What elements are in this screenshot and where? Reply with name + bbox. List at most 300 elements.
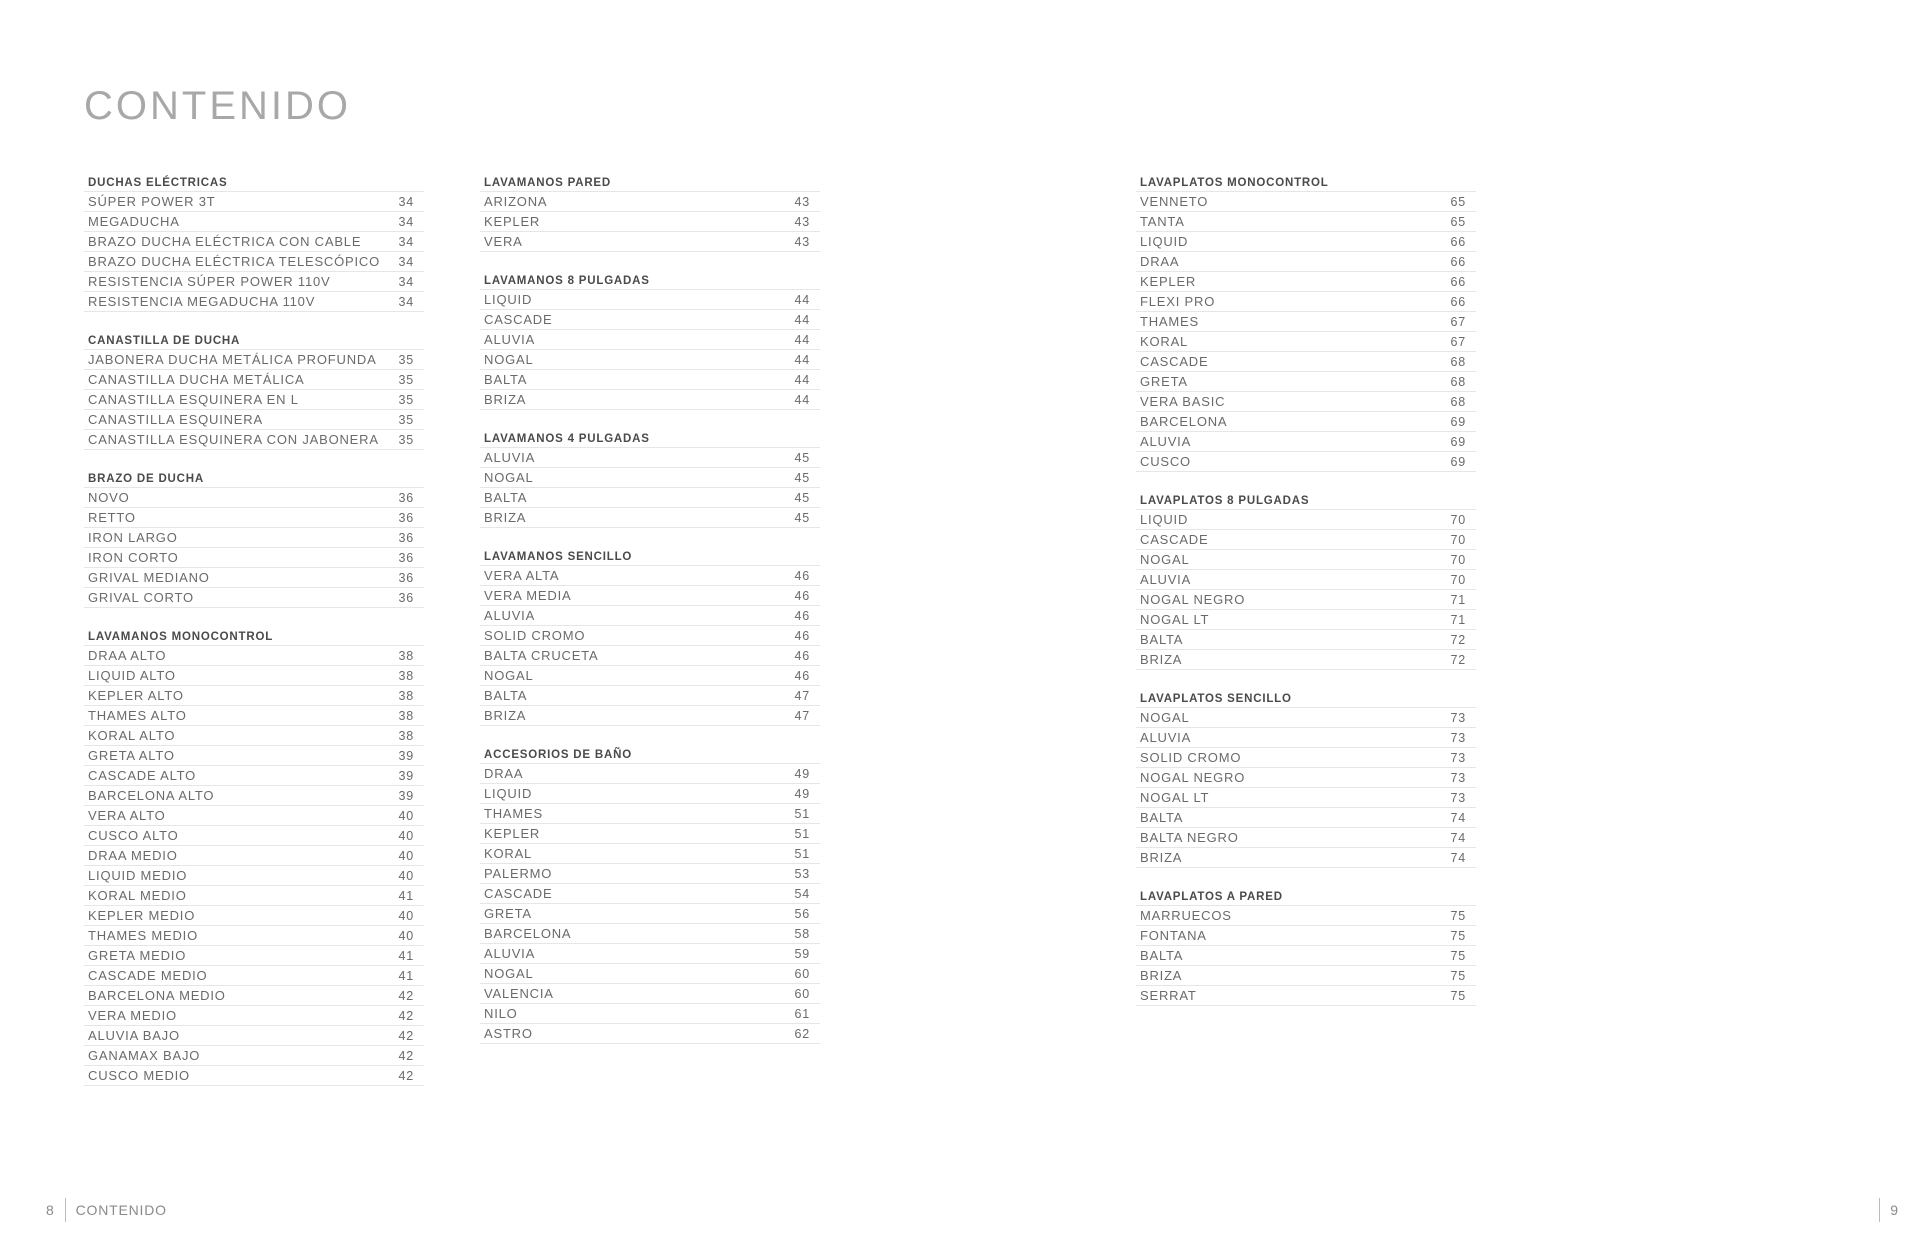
entry-page-number: 75 bbox=[1450, 948, 1466, 963]
entry-page-number: 36 bbox=[398, 510, 414, 525]
entry-page-number: 62 bbox=[794, 1026, 810, 1041]
toc-entry[interactable] bbox=[1136, 610, 1476, 630]
section-title: LAVAMANOS PARED bbox=[480, 174, 820, 192]
entry-name: LIQUID MEDIO bbox=[88, 868, 188, 883]
entry-name: SOLID CROMO bbox=[1140, 750, 1242, 765]
toc-entry[interactable] bbox=[480, 468, 820, 488]
entry-name: IRON CORTO bbox=[88, 550, 179, 565]
toc-entry[interactable] bbox=[480, 488, 820, 508]
entry-page-number: 42 bbox=[398, 1008, 414, 1023]
entry-page-number: 38 bbox=[398, 688, 414, 703]
toc-entry[interactable] bbox=[84, 926, 424, 946]
toc-entry[interactable] bbox=[1136, 768, 1476, 788]
entry-name: ARIZONA bbox=[484, 194, 548, 209]
entry-name: RESISTENCIA SÚPER POWER 110V bbox=[88, 274, 331, 289]
entry-name: CANASTILLA DUCHA METÁLICA bbox=[88, 372, 305, 387]
entry-name: LIQUID ALTO bbox=[88, 668, 176, 683]
toc-entry[interactable] bbox=[84, 232, 424, 252]
entry-page-number: 46 bbox=[794, 668, 810, 683]
toc-entry[interactable] bbox=[480, 884, 820, 904]
entry-name: BRIZA bbox=[484, 392, 527, 407]
toc-entry[interactable] bbox=[480, 864, 820, 884]
entry-page-number: 40 bbox=[398, 928, 414, 943]
toc-entry[interactable] bbox=[1136, 272, 1476, 292]
entry-page-number: 38 bbox=[398, 708, 414, 723]
entry-page-number: 40 bbox=[398, 868, 414, 883]
entry-page-number: 44 bbox=[794, 352, 810, 367]
entry-page-number: 49 bbox=[794, 766, 810, 781]
footer-divider bbox=[65, 1198, 66, 1222]
entry-name: VALENCIA bbox=[484, 986, 554, 1001]
entry-page-number: 42 bbox=[398, 1048, 414, 1063]
entry-page-number: 34 bbox=[398, 194, 414, 209]
toc-entry[interactable] bbox=[84, 786, 424, 806]
entry-name: BRIZA bbox=[484, 708, 527, 723]
entry-page-number: 70 bbox=[1450, 552, 1466, 567]
entry-page-number: 47 bbox=[794, 688, 810, 703]
section-title: LAVAMANOS 8 PULGADAS bbox=[480, 272, 820, 290]
entry-name: GRIVAL CORTO bbox=[88, 590, 194, 605]
entry-page-number: 75 bbox=[1450, 988, 1466, 1003]
toc-entry[interactable] bbox=[84, 906, 424, 926]
entry-page-number: 49 bbox=[794, 786, 810, 801]
entry-name: MARRUECOS bbox=[1140, 908, 1232, 923]
toc-entry[interactable] bbox=[84, 508, 424, 528]
entry-page-number: 41 bbox=[398, 888, 414, 903]
entry-page-number: 71 bbox=[1450, 612, 1466, 627]
toc-entry[interactable] bbox=[480, 606, 820, 626]
entry-name: FONTANA bbox=[1140, 928, 1207, 943]
toc-entry[interactable] bbox=[1136, 570, 1476, 590]
entry-page-number: 36 bbox=[398, 490, 414, 505]
toc-section bbox=[1136, 174, 1476, 472]
toc-entry[interactable] bbox=[480, 784, 820, 804]
toc-entry[interactable] bbox=[480, 646, 820, 666]
entry-name: BARCELONA bbox=[1140, 414, 1228, 429]
toc-section bbox=[84, 628, 424, 1086]
entry-page-number: 51 bbox=[794, 826, 810, 841]
entry-page-number: 39 bbox=[398, 748, 414, 763]
entry-name: KORAL MEDIO bbox=[88, 888, 187, 903]
entry-name: BALTA NEGRO bbox=[1140, 830, 1239, 845]
entry-name: IRON LARGO bbox=[88, 530, 178, 545]
toc-entry[interactable] bbox=[84, 666, 424, 686]
entry-page-number: 38 bbox=[398, 648, 414, 663]
toc-section bbox=[480, 174, 820, 252]
entry-page-number: 34 bbox=[398, 214, 414, 229]
entry-page-number: 34 bbox=[398, 294, 414, 309]
toc-entry[interactable] bbox=[1136, 352, 1476, 372]
footer-divider bbox=[1879, 1198, 1880, 1222]
toc-section bbox=[1136, 492, 1476, 670]
toc-entry[interactable] bbox=[1136, 312, 1476, 332]
entry-page-number: 70 bbox=[1450, 572, 1466, 587]
entry-name: ALUVIA bbox=[1140, 572, 1192, 587]
toc-entry[interactable] bbox=[1136, 630, 1476, 650]
toc-column-2 bbox=[480, 172, 820, 1064]
entry-name: LIQUID bbox=[1140, 512, 1189, 527]
toc-entry[interactable] bbox=[480, 844, 820, 864]
entry-page-number: 74 bbox=[1450, 850, 1466, 865]
toc-entry[interactable] bbox=[84, 212, 424, 232]
toc-entry[interactable] bbox=[1136, 332, 1476, 352]
entry-page-number: 68 bbox=[1450, 354, 1466, 369]
entry-name: BRIZA bbox=[1140, 850, 1183, 865]
entry-name: KORAL bbox=[484, 846, 533, 861]
toc-entry[interactable] bbox=[480, 626, 820, 646]
toc-entry[interactable] bbox=[1136, 926, 1476, 946]
entry-page-number: 35 bbox=[398, 392, 414, 407]
entry-name: ALUVIA bbox=[1140, 434, 1192, 449]
entry-name: BARCELONA bbox=[484, 926, 572, 941]
entry-page-number: 51 bbox=[794, 806, 810, 821]
section-title: LAVAPLATOS SENCILLO bbox=[1136, 690, 1476, 708]
entry-page-number: 46 bbox=[794, 588, 810, 603]
toc-entry[interactable] bbox=[1136, 650, 1476, 670]
entry-page-number: 73 bbox=[1450, 730, 1466, 745]
entry-name: SERRAT bbox=[1140, 988, 1197, 1003]
entry-page-number: 43 bbox=[794, 234, 810, 249]
entry-name: KEPLER ALTO bbox=[88, 688, 184, 703]
entry-page-number: 51 bbox=[794, 846, 810, 861]
toc-entry[interactable] bbox=[1136, 788, 1476, 808]
toc-section bbox=[480, 548, 820, 726]
entry-page-number: 46 bbox=[794, 608, 810, 623]
toc-entry[interactable] bbox=[84, 826, 424, 846]
entry-page-number: 44 bbox=[794, 312, 810, 327]
entry-page-number: 73 bbox=[1450, 710, 1466, 725]
entry-page-number: 60 bbox=[794, 986, 810, 1001]
toc-entry[interactable] bbox=[84, 726, 424, 746]
page-number-left: 8 bbox=[46, 1202, 55, 1218]
entry-name: CANASTILLA ESQUINERA EN L bbox=[88, 392, 299, 407]
toc-entry[interactable] bbox=[480, 212, 820, 232]
toc-entry[interactable] bbox=[84, 1006, 424, 1026]
entry-page-number: 44 bbox=[794, 392, 810, 407]
entry-name: NOGAL LT bbox=[1140, 612, 1210, 627]
entry-page-number: 72 bbox=[1450, 652, 1466, 667]
entry-name: KEPLER MEDIO bbox=[88, 908, 196, 923]
toc-entry[interactable] bbox=[1136, 432, 1476, 452]
toc-entry[interactable] bbox=[1136, 232, 1476, 252]
toc-entry[interactable] bbox=[1136, 392, 1476, 412]
toc-entry[interactable] bbox=[84, 252, 424, 272]
entry-page-number: 61 bbox=[794, 1006, 810, 1021]
entry-page-number: 69 bbox=[1450, 434, 1466, 449]
section-title: LAVAMANOS 4 PULGADAS bbox=[480, 430, 820, 448]
entry-page-number: 36 bbox=[398, 570, 414, 585]
entry-page-number: 42 bbox=[398, 1068, 414, 1083]
entry-name: VENNETO bbox=[1140, 194, 1209, 209]
entry-page-number: 36 bbox=[398, 530, 414, 545]
entry-page-number: 40 bbox=[398, 808, 414, 823]
section-title: ACCESORIOS DE BAÑO bbox=[480, 746, 820, 764]
toc-entry[interactable] bbox=[480, 508, 820, 528]
entry-page-number: 70 bbox=[1450, 532, 1466, 547]
entry-page-number: 70 bbox=[1450, 512, 1466, 527]
toc-entry[interactable] bbox=[1136, 372, 1476, 392]
entry-name: KEPLER bbox=[484, 214, 541, 229]
entry-name: CUSCO MEDIO bbox=[88, 1068, 190, 1083]
entry-name: BALTA bbox=[1140, 810, 1184, 825]
entry-page-number: 65 bbox=[1450, 214, 1466, 229]
entry-page-number: 39 bbox=[398, 768, 414, 783]
toc-entry[interactable] bbox=[84, 1046, 424, 1066]
entry-name: ALUVIA bbox=[484, 450, 536, 465]
toc-entry[interactable] bbox=[84, 370, 424, 390]
entry-page-number: 35 bbox=[398, 412, 414, 427]
toc-entry[interactable] bbox=[1136, 550, 1476, 570]
toc-entry[interactable] bbox=[1136, 986, 1476, 1006]
entry-name: BRIZA bbox=[484, 510, 527, 525]
toc-section bbox=[1136, 690, 1476, 868]
toc-entry[interactable] bbox=[1136, 192, 1476, 212]
entry-name: VERA bbox=[484, 234, 523, 249]
toc-entry[interactable] bbox=[1136, 452, 1476, 472]
entry-page-number: 65 bbox=[1450, 194, 1466, 209]
entry-page-number: 45 bbox=[794, 490, 810, 505]
toc-entry[interactable] bbox=[480, 192, 820, 212]
toc-entry[interactable] bbox=[480, 686, 820, 706]
entry-name: NOGAL NEGRO bbox=[1140, 770, 1246, 785]
toc-entry[interactable] bbox=[1136, 412, 1476, 432]
entry-name: NOVO bbox=[88, 490, 130, 505]
entry-page-number: 44 bbox=[794, 332, 810, 347]
entry-name: BRAZO DUCHA ELÉCTRICA CON CABLE bbox=[88, 234, 362, 249]
toc-entry[interactable] bbox=[480, 944, 820, 964]
toc-entry[interactable] bbox=[480, 448, 820, 468]
entry-page-number: 44 bbox=[794, 292, 810, 307]
toc-entry[interactable] bbox=[1136, 590, 1476, 610]
toc-entry[interactable] bbox=[84, 1066, 424, 1086]
toc-entry[interactable] bbox=[84, 350, 424, 370]
entry-name: CUSCO ALTO bbox=[88, 828, 179, 843]
entry-page-number: 45 bbox=[794, 470, 810, 485]
entry-name: BALTA bbox=[484, 688, 528, 703]
entry-name: BALTA bbox=[484, 490, 528, 505]
entry-name: GRETA ALTO bbox=[88, 748, 175, 763]
entry-name: THAMES ALTO bbox=[88, 708, 187, 723]
toc-entry[interactable] bbox=[480, 924, 820, 944]
section-title: LAVAPLATOS A PARED bbox=[1136, 888, 1476, 906]
toc-entry[interactable] bbox=[480, 984, 820, 1004]
entry-page-number: 47 bbox=[794, 708, 810, 723]
toc-entry[interactable] bbox=[84, 946, 424, 966]
entry-page-number: 45 bbox=[794, 510, 810, 525]
entry-page-number: 34 bbox=[398, 274, 414, 289]
toc-entry[interactable] bbox=[84, 292, 424, 312]
toc-entry[interactable] bbox=[480, 764, 820, 784]
toc-entry[interactable] bbox=[84, 686, 424, 706]
entry-name: GRETA bbox=[1140, 374, 1188, 389]
toc-entry[interactable] bbox=[84, 866, 424, 886]
toc-entry[interactable] bbox=[480, 330, 820, 350]
footer-section-label: CONTENIDO bbox=[75, 1202, 167, 1218]
toc-entry[interactable] bbox=[84, 410, 424, 430]
entry-page-number: 56 bbox=[794, 906, 810, 921]
toc-section bbox=[480, 272, 820, 410]
entry-name: ALUVIA bbox=[484, 946, 536, 961]
toc-entry[interactable] bbox=[84, 766, 424, 786]
entry-name: NOGAL bbox=[484, 668, 534, 683]
entry-name: CASCADE MEDIO bbox=[88, 968, 208, 983]
toc-section bbox=[84, 332, 424, 450]
entry-page-number: 53 bbox=[794, 866, 810, 881]
entry-page-number: 60 bbox=[794, 966, 810, 981]
entry-page-number: 45 bbox=[794, 450, 810, 465]
toc-entry[interactable] bbox=[84, 646, 424, 666]
entry-name: CANASTILLA ESQUINERA CON JABONERA bbox=[88, 432, 379, 447]
toc-entry[interactable] bbox=[480, 964, 820, 984]
entry-name: BALTA CRUCETA bbox=[484, 648, 599, 663]
toc-entry[interactable] bbox=[480, 666, 820, 686]
toc-entry[interactable] bbox=[480, 706, 820, 726]
entry-name: VERA MEDIO bbox=[88, 1008, 177, 1023]
entry-page-number: 35 bbox=[398, 352, 414, 367]
toc-entry[interactable] bbox=[84, 430, 424, 450]
entry-page-number: 39 bbox=[398, 788, 414, 803]
entry-name: LIQUID bbox=[484, 292, 533, 307]
toc-section bbox=[1136, 888, 1476, 1006]
section-title: LAVAMANOS SENCILLO bbox=[480, 548, 820, 566]
entry-name: CANASTILLA ESQUINERA bbox=[88, 412, 263, 427]
toc-entry[interactable] bbox=[84, 986, 424, 1006]
section-title: LAVAMANOS MONOCONTROL bbox=[84, 628, 424, 646]
entry-page-number: 34 bbox=[398, 254, 414, 269]
toc-entry[interactable] bbox=[84, 746, 424, 766]
toc-entry[interactable] bbox=[1136, 966, 1476, 986]
footer-right bbox=[1869, 1198, 1898, 1222]
toc-entry[interactable] bbox=[480, 350, 820, 370]
toc-entry[interactable] bbox=[84, 1026, 424, 1046]
entry-page-number: 73 bbox=[1450, 790, 1466, 805]
toc-entry[interactable] bbox=[84, 488, 424, 508]
entry-page-number: 35 bbox=[398, 372, 414, 387]
entry-page-number: 38 bbox=[398, 728, 414, 743]
toc-entry[interactable] bbox=[480, 232, 820, 252]
toc-entry[interactable] bbox=[1136, 808, 1476, 828]
toc-entry[interactable] bbox=[1136, 510, 1476, 530]
entry-page-number: 68 bbox=[1450, 374, 1466, 389]
entry-name: KEPLER bbox=[1140, 274, 1197, 289]
entry-page-number: 74 bbox=[1450, 810, 1466, 825]
entry-name: BARCELONA ALTO bbox=[88, 788, 215, 803]
entry-name: NOGAL LT bbox=[1140, 790, 1210, 805]
entry-page-number: 36 bbox=[398, 590, 414, 605]
toc-section bbox=[480, 746, 820, 1044]
entry-name: THAMES bbox=[484, 806, 543, 821]
entry-name: THAMES bbox=[1140, 314, 1199, 329]
page-title: CONTENIDO bbox=[84, 84, 351, 128]
entry-name: VERA ALTO bbox=[88, 808, 166, 823]
toc-entry[interactable] bbox=[1136, 906, 1476, 926]
toc-column-1 bbox=[84, 172, 424, 1106]
toc-entry[interactable] bbox=[84, 966, 424, 986]
entry-name: NILO bbox=[484, 1006, 518, 1021]
entry-name: BRAZO DUCHA ELÉCTRICA TELESCÓPICO bbox=[88, 254, 380, 269]
entry-page-number: 43 bbox=[794, 214, 810, 229]
toc-entry[interactable] bbox=[480, 1004, 820, 1024]
toc-entry[interactable] bbox=[84, 886, 424, 906]
entry-page-number: 69 bbox=[1450, 414, 1466, 429]
entry-page-number: 75 bbox=[1450, 968, 1466, 983]
toc-entry[interactable] bbox=[480, 804, 820, 824]
toc-entry[interactable] bbox=[480, 824, 820, 844]
entry-page-number: 66 bbox=[1450, 274, 1466, 289]
entry-page-number: 41 bbox=[398, 968, 414, 983]
toc-entry[interactable] bbox=[84, 568, 424, 588]
entry-name: CASCADE bbox=[1140, 532, 1209, 547]
toc-entry[interactable] bbox=[84, 588, 424, 608]
entry-page-number: 66 bbox=[1450, 254, 1466, 269]
entry-page-number: 42 bbox=[398, 988, 414, 1003]
toc-entry[interactable] bbox=[480, 566, 820, 586]
toc-column-3 bbox=[1136, 172, 1476, 1026]
entry-name: DRAA bbox=[1140, 254, 1180, 269]
toc-entry[interactable] bbox=[480, 586, 820, 606]
toc-entry[interactable] bbox=[84, 390, 424, 410]
toc-entry[interactable] bbox=[84, 528, 424, 548]
toc-entry[interactable] bbox=[1136, 848, 1476, 868]
entry-page-number: 38 bbox=[398, 668, 414, 683]
toc-entry[interactable] bbox=[84, 806, 424, 826]
entry-page-number: 40 bbox=[398, 828, 414, 843]
toc-entry[interactable] bbox=[84, 706, 424, 726]
toc-entry[interactable] bbox=[1136, 212, 1476, 232]
toc-entry[interactable] bbox=[1136, 946, 1476, 966]
entry-page-number: 42 bbox=[398, 1028, 414, 1043]
entry-name: ALUVIA bbox=[484, 332, 536, 347]
toc-entry[interactable] bbox=[480, 370, 820, 390]
entry-page-number: 35 bbox=[398, 432, 414, 447]
toc-entry[interactable] bbox=[84, 192, 424, 212]
entry-name: TANTA bbox=[1140, 214, 1185, 229]
entry-page-number: 40 bbox=[398, 848, 414, 863]
entry-name: KEPLER bbox=[484, 826, 541, 841]
toc-entry[interactable] bbox=[1136, 292, 1476, 312]
entry-page-number: 34 bbox=[398, 234, 414, 249]
toc-entry[interactable] bbox=[480, 390, 820, 410]
entry-name: ALUVIA BAJO bbox=[88, 1028, 180, 1043]
entry-name: JABONERA DUCHA METÁLICA PROFUNDA bbox=[88, 352, 377, 367]
entry-page-number: 68 bbox=[1450, 394, 1466, 409]
toc-entry[interactable] bbox=[84, 846, 424, 866]
entry-name: VERA BASIC bbox=[1140, 394, 1226, 409]
toc-entry[interactable] bbox=[480, 1024, 820, 1044]
toc-entry[interactable] bbox=[480, 904, 820, 924]
toc-entry[interactable] bbox=[84, 272, 424, 292]
toc-entry[interactable] bbox=[1136, 828, 1476, 848]
section-title: BRAZO DE DUCHA bbox=[84, 470, 424, 488]
entry-name: SÚPER POWER 3T bbox=[88, 194, 216, 209]
entry-page-number: 59 bbox=[794, 946, 810, 961]
toc-section bbox=[84, 470, 424, 608]
entry-name: FLEXI PRO bbox=[1140, 294, 1216, 309]
entry-name: LIQUID bbox=[484, 786, 533, 801]
toc-entry[interactable] bbox=[1136, 252, 1476, 272]
toc-entry[interactable] bbox=[1136, 530, 1476, 550]
toc-entry[interactable] bbox=[480, 310, 820, 330]
toc-entry[interactable] bbox=[1136, 748, 1476, 768]
toc-entry[interactable] bbox=[1136, 728, 1476, 748]
entry-name: DRAA MEDIO bbox=[88, 848, 178, 863]
entry-name: LIQUID bbox=[1140, 234, 1189, 249]
entry-name: ASTRO bbox=[484, 1026, 533, 1041]
toc-entry[interactable] bbox=[1136, 708, 1476, 728]
toc-entry[interactable] bbox=[480, 290, 820, 310]
entry-name: VERA MEDIA bbox=[484, 588, 572, 603]
toc-entry[interactable] bbox=[84, 548, 424, 568]
